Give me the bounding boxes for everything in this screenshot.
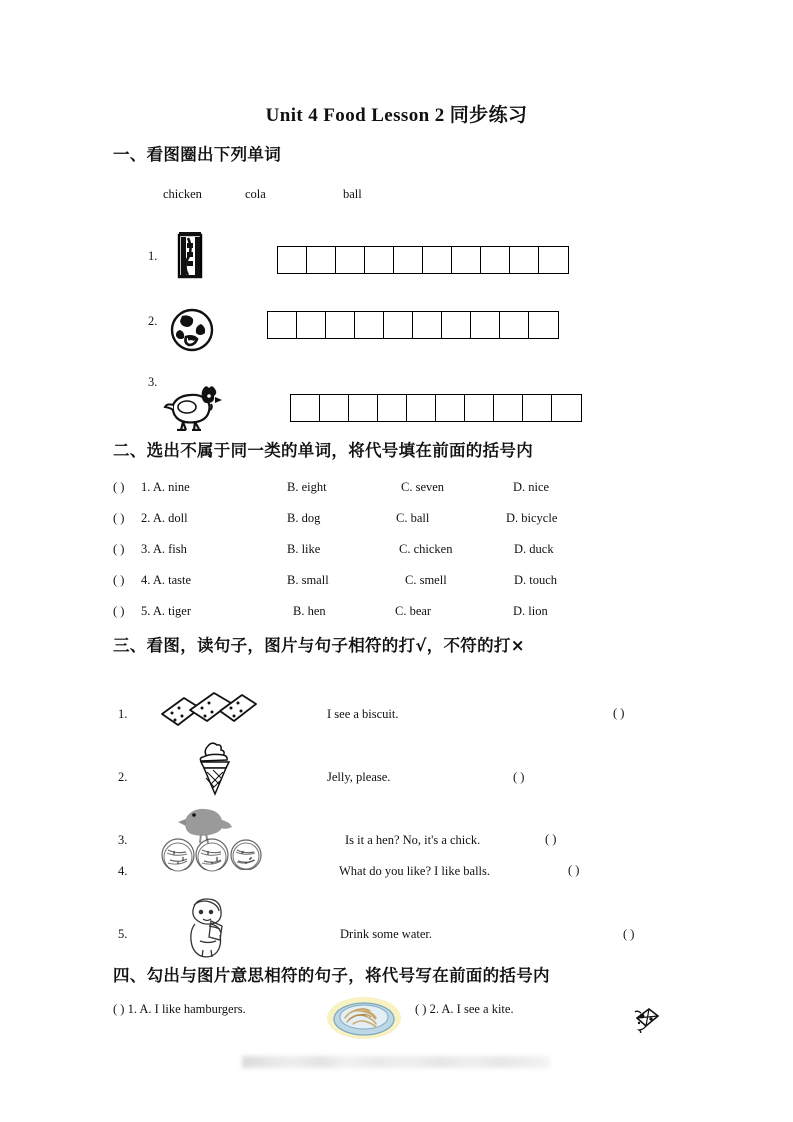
writing-grid[interactable] bbox=[267, 311, 559, 339]
option-d[interactable]: D. nice bbox=[513, 480, 550, 494]
item-sentence: Jelly, please. bbox=[327, 770, 391, 784]
option-c[interactable]: C. ball bbox=[396, 511, 430, 525]
grid-cell[interactable] bbox=[413, 312, 442, 338]
grid-cell[interactable] bbox=[291, 395, 320, 421]
option-d[interactable]: D. duck bbox=[514, 542, 554, 556]
option-c[interactable]: C. seven bbox=[401, 480, 445, 494]
redacted-watermark-bar bbox=[242, 1056, 550, 1068]
grid-cell[interactable] bbox=[378, 395, 407, 421]
answer-bracket[interactable]: ( ) bbox=[623, 927, 635, 941]
item-number: 2. bbox=[118, 770, 128, 784]
item-number: 1. bbox=[118, 707, 128, 721]
grid-cell[interactable] bbox=[268, 312, 297, 338]
question-label: 5. A. tiger bbox=[141, 604, 191, 618]
answer-bracket[interactable]: ( ) bbox=[113, 573, 125, 587]
grid-cell[interactable] bbox=[307, 247, 336, 273]
word-bank-item: cola bbox=[245, 187, 266, 201]
answer-bracket[interactable]: ( ) bbox=[113, 542, 125, 556]
option-b[interactable]: B. eight bbox=[287, 480, 327, 494]
word-bank-item: ball bbox=[343, 187, 362, 201]
grid-cell[interactable] bbox=[423, 247, 452, 273]
grid-cell[interactable] bbox=[494, 395, 523, 421]
soccer-ball-image bbox=[168, 306, 216, 354]
answer-bracket[interactable]: ( ) bbox=[415, 1002, 427, 1016]
grid-cell[interactable] bbox=[326, 312, 355, 338]
noodles-bowl-image bbox=[325, 996, 403, 1040]
writing-grid[interactable] bbox=[290, 394, 582, 422]
option-c[interactable]: C. chicken bbox=[399, 542, 453, 556]
answer-bracket[interactable]: ( ) bbox=[113, 1002, 125, 1016]
grid-cell[interactable] bbox=[320, 395, 349, 421]
grid-cell[interactable] bbox=[465, 395, 494, 421]
option-text[interactable]: 1. A. I like hamburgers. bbox=[127, 1002, 246, 1016]
answer-bracket[interactable]: ( ) bbox=[613, 706, 625, 720]
kite-image bbox=[633, 1005, 663, 1033]
option-c[interactable]: C. bear bbox=[395, 604, 432, 618]
answer-bracket[interactable]: ( ) bbox=[113, 604, 125, 618]
writing-grid[interactable] bbox=[277, 246, 569, 274]
option-d[interactable]: D. bicycle bbox=[506, 511, 558, 525]
option-b[interactable]: B. like bbox=[287, 542, 321, 556]
item-number: 3. bbox=[148, 375, 158, 389]
question-label: 2. A. doll bbox=[141, 511, 188, 525]
section-2-heading: 二、选出不属于同一类的单词，将代号填在前面的括号内 bbox=[113, 441, 533, 460]
item-sentence: Drink some water. bbox=[340, 927, 432, 941]
section-4-item bbox=[415, 1002, 514, 1017]
chicken-hen-image bbox=[163, 383, 225, 431]
option-b[interactable]: B. small bbox=[287, 573, 329, 587]
grid-cell[interactable] bbox=[384, 312, 413, 338]
grid-cell[interactable] bbox=[297, 312, 326, 338]
cola-can-image bbox=[170, 230, 210, 282]
grid-cell[interactable] bbox=[539, 247, 568, 273]
answer-bracket[interactable]: ( ) bbox=[545, 832, 557, 846]
item-number: 4. bbox=[118, 864, 128, 878]
item-number: 1. bbox=[148, 249, 158, 263]
grid-cell[interactable] bbox=[349, 395, 378, 421]
answer-bracket[interactable]: ( ) bbox=[113, 480, 125, 494]
option-b[interactable]: B. dog bbox=[287, 511, 321, 525]
grid-cell[interactable] bbox=[278, 247, 307, 273]
page-title: Unit 4 Food Lesson 2 同步练习 bbox=[265, 105, 528, 126]
grid-cell[interactable] bbox=[407, 395, 436, 421]
question-label: 1. A. nine bbox=[141, 480, 190, 494]
biscuits-image bbox=[158, 686, 258, 732]
grid-cell[interactable] bbox=[500, 312, 529, 338]
section-4-item bbox=[113, 1002, 246, 1017]
grid-cell[interactable] bbox=[481, 247, 510, 273]
grid-cell[interactable] bbox=[394, 247, 423, 273]
grid-cell[interactable] bbox=[510, 247, 539, 273]
balls-sketch-image bbox=[158, 840, 266, 874]
option-text[interactable]: 2. A. I see a kite. bbox=[429, 1002, 514, 1016]
item-sentence: Is it a hen? No, it's a chick. bbox=[345, 833, 481, 847]
item-sentence: I see a biscuit. bbox=[327, 707, 399, 721]
grid-cell[interactable] bbox=[442, 312, 471, 338]
grid-cell[interactable] bbox=[355, 312, 384, 338]
grid-cell[interactable] bbox=[436, 395, 465, 421]
section-1-heading: 一、看图圈出下列单词 bbox=[113, 145, 281, 164]
item-number: 3. bbox=[118, 833, 128, 847]
question-label: 3. A. fish bbox=[141, 542, 187, 556]
question-label: 4. A. taste bbox=[141, 573, 191, 587]
section-4-heading: 四、勾出与图片意思相符的句子，将代号写在前面的括号内 bbox=[113, 966, 550, 985]
item-number: 5. bbox=[118, 927, 128, 941]
grid-cell[interactable] bbox=[523, 395, 552, 421]
grid-cell[interactable] bbox=[471, 312, 500, 338]
answer-bracket[interactable]: ( ) bbox=[113, 511, 125, 525]
answer-bracket[interactable]: ( ) bbox=[513, 770, 525, 784]
item-sentence: What do you like? I like balls. bbox=[339, 864, 491, 878]
word-bank-item: chicken bbox=[163, 187, 202, 201]
grid-cell[interactable] bbox=[365, 247, 394, 273]
grid-cell[interactable] bbox=[336, 247, 365, 273]
boy-drinking-image bbox=[175, 896, 241, 958]
section-3-heading: 三、看图，读句子，图片与句子相符的打√，不符的打× bbox=[113, 636, 525, 655]
answer-bracket[interactable]: ( ) bbox=[568, 863, 580, 877]
option-d[interactable]: D. lion bbox=[513, 604, 548, 618]
option-d[interactable]: D. touch bbox=[514, 573, 558, 587]
option-c[interactable]: C. smell bbox=[405, 573, 447, 587]
grid-cell[interactable] bbox=[552, 395, 581, 421]
item-number: 2. bbox=[148, 314, 158, 328]
grid-cell[interactable] bbox=[452, 247, 481, 273]
option-b[interactable]: B. hen bbox=[293, 604, 326, 618]
grid-cell[interactable] bbox=[529, 312, 558, 338]
ice-cream-image bbox=[195, 740, 235, 796]
